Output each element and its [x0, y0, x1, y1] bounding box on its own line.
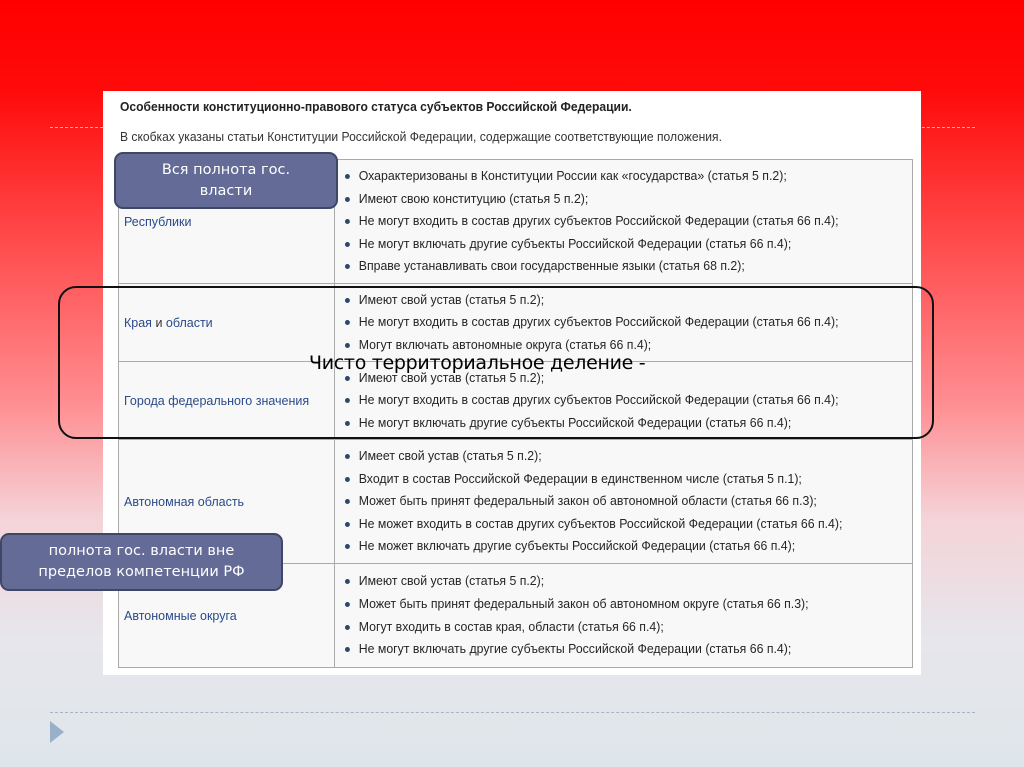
territorial-division-label: Чисто территориальное деление - [309, 352, 646, 374]
list-item: Не могут включать другие субъекты Российской Федерации (статья 66 п.4); [343, 233, 903, 256]
subject-name[interactable]: Автономные округа [124, 608, 237, 623]
callout-full-power-text: Вся полнота гос. власти [161, 161, 291, 199]
callout-outside-rf-text: полнота гос. власти вне пределов компетенции РФ [38, 543, 245, 580]
list-item: Имеют свой устав (статья 5 п.2); [343, 570, 903, 593]
joiner-text: и [151, 315, 166, 330]
list-item: Может быть принят федеральный закон об автономном округе (статья 66 п.3); [343, 593, 903, 616]
feature-list [343, 445, 912, 558]
list-item: Охарактеризованы в Конституции России как «государства» (статья 5 п.2); [343, 165, 903, 188]
feature-list [343, 570, 912, 660]
arrow-right-icon [50, 721, 64, 743]
subject-name[interactable]: Автономная область [124, 494, 245, 509]
list-item: Не могут входить в состав других субъектов Российской Федерации (статья 66 п.4); [343, 389, 903, 412]
subject-link-oblasti[interactable]: области [165, 315, 213, 330]
list-item: Не может входить в состав других субъектов Российской Федерации (статья 66 п.4); [343, 513, 903, 536]
list-item: Вправе устанавливать свои государственные языки (статья 68 п.2); [343, 255, 903, 278]
list-item: Имеет свой устав (статья 5 п.2); [343, 445, 903, 468]
list-item: Имеют свой устав (статья 5 п.2); [343, 289, 903, 312]
list-item: Не могут входить в состав других субъектов Российской Федерации (статья 66 п.4); [343, 210, 903, 233]
subject-features [335, 440, 913, 564]
list-item: Имеют свой устав (статья 5 п.2); [343, 367, 903, 390]
list-item: Имеют свою конституцию (статья 5 п.2); [343, 188, 903, 211]
list-item: Не может включать другие субъекты Российской Федерации (статья 66 п.4); [343, 535, 903, 558]
divider-bottom [50, 712, 975, 713]
list-item: Могут входить в состав края, области (статья 66 п.4); [343, 616, 903, 639]
list-item: Входит в состав Российской Федерации в единственном числе (статья 5 п.1); [343, 468, 903, 491]
subject-features [335, 564, 913, 668]
subject-features [335, 160, 913, 284]
list-item: Не могут включать другие субъекты Российской Федерации (статья 66 п.4); [343, 412, 903, 435]
feature-list [343, 165, 912, 278]
subject-name[interactable]: Республики [124, 214, 192, 229]
list-item: Не могут включать другие субъекты Российской Федерации (статья 66 п.4); [343, 638, 903, 661]
subject-link-krai[interactable]: Края [124, 315, 152, 330]
list-item: Могут включать автономные округа (статья 66 п.4); [343, 334, 903, 357]
callout-full-power [114, 152, 338, 209]
document-title: Особенности конституционно-правового статуса субъектов Российской Федерации. [120, 99, 632, 114]
callout-outside-rf-competence [0, 533, 283, 591]
document-subtitle: В скобках указаны статьи Конституции Российской Федерации, содержащие соответствующие положения. [120, 129, 722, 144]
subject-name[interactable]: Города федерального значения [124, 393, 310, 408]
list-item: Не могут входить в состав других субъектов Российской Федерации (статья 66 п.4); [343, 311, 903, 334]
list-item: Может быть принят федеральный закон об автономной области (статья 66 п.3); [343, 490, 903, 513]
